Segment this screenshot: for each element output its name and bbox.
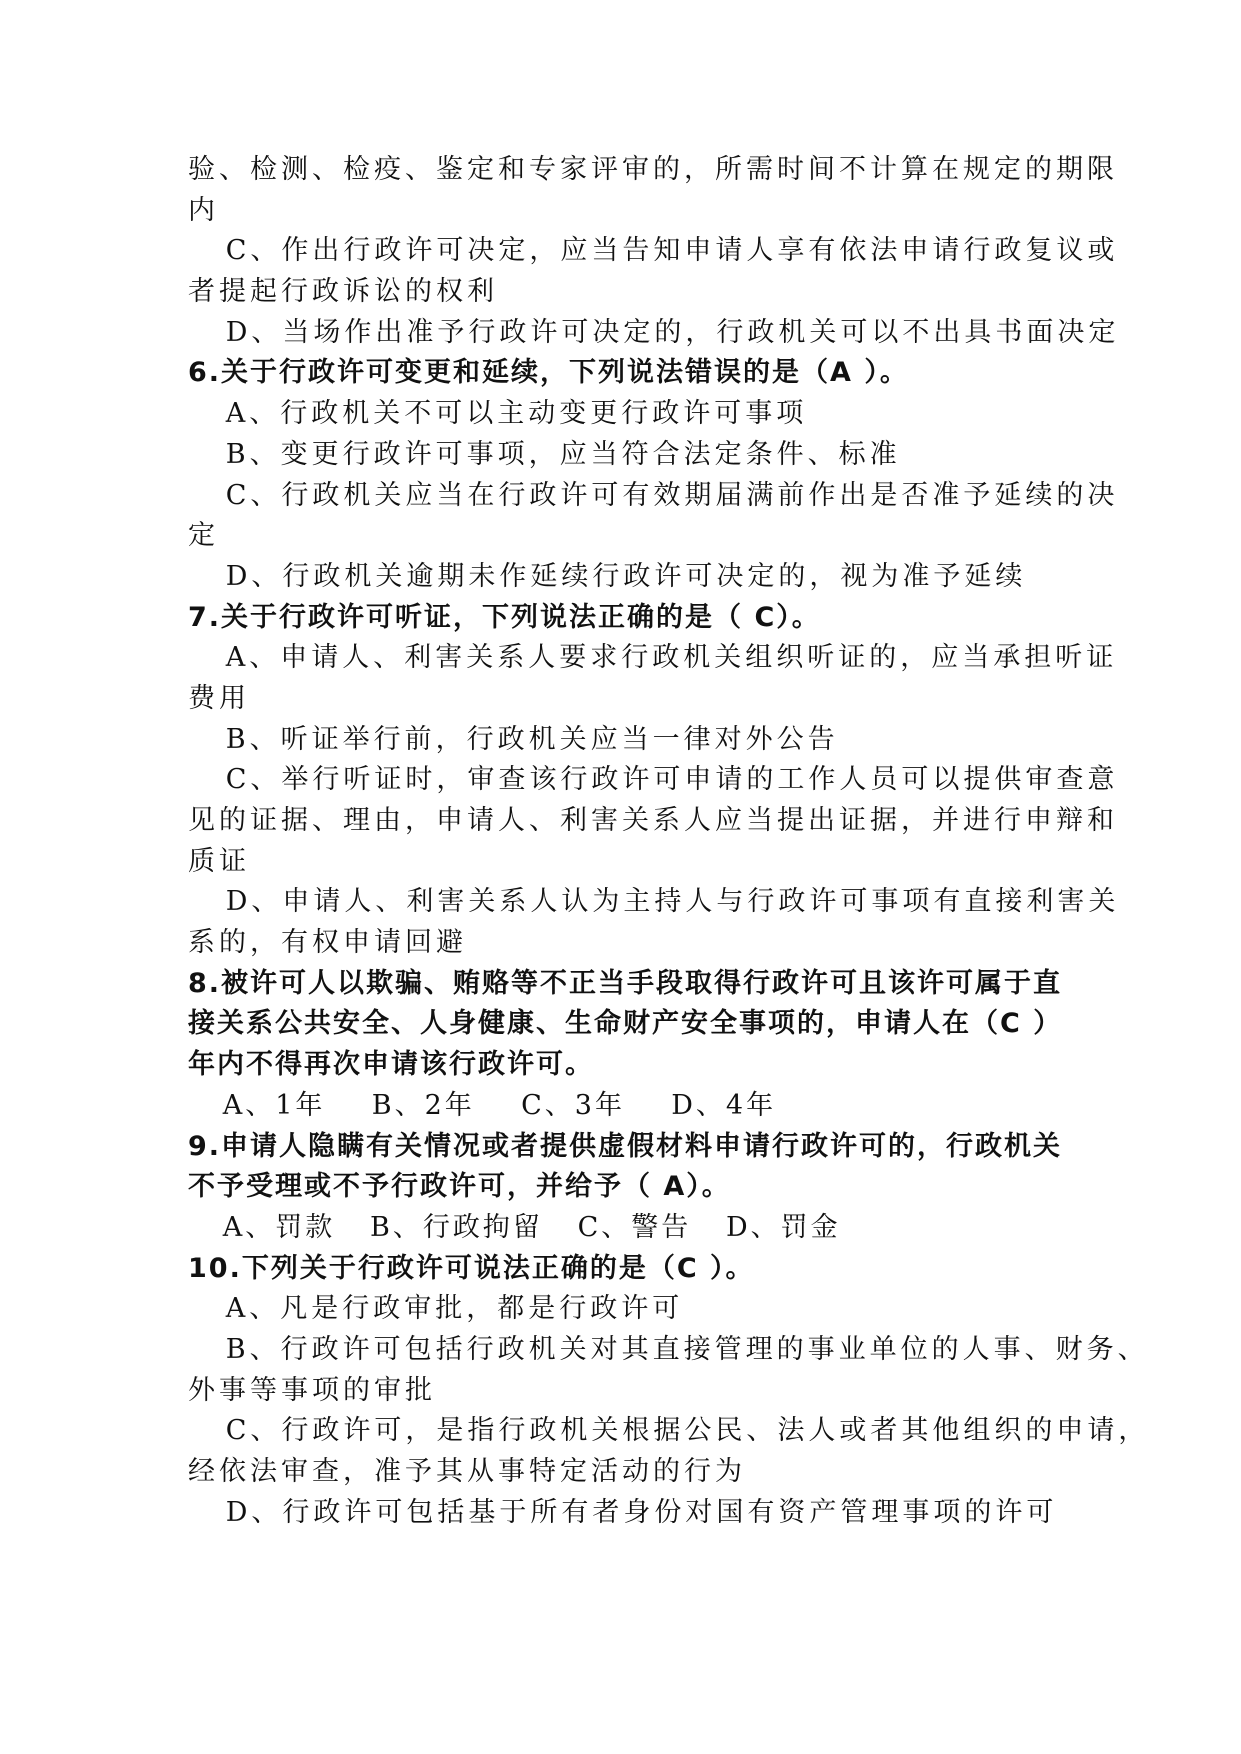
question-9-continued: 不予受理或不予行政许可，并给予（ A）。 [188, 1171, 731, 1203]
option-line: C、行政许可，是指行政机关根据公民、法人或者其他组织的申请， [188, 1415, 1150, 1447]
option-line: B、变更行政许可事项，应当符合法定条件、标准 [188, 438, 901, 470]
question-8-continued: 接关系公共安全、人身健康、生命财产安全事项的，申请人在（C ） [188, 1008, 1063, 1040]
options-row: A、罚款 B、行政拘留 C、警告 D、罚金 [188, 1211, 841, 1243]
option-line: C、举行听证时，审查该行政许可申请的工作人员可以提供审查意 [188, 764, 1119, 796]
question-10: 10.下列关于行政许可说法正确的是（C ）。 [188, 1252, 755, 1284]
question-7: 7.关于行政许可听证，下列说法正确的是（ C）。 [188, 601, 821, 633]
option-line: B、听证举行前，行政机关应当一律对外公告 [188, 723, 839, 755]
text-line: 见的证据、理由，申请人、利害关系人应当提出证据，并进行申辩和 [188, 805, 1118, 836]
text-line: 质证 [188, 845, 250, 877]
text-line: 经依法审查，准予其从事特定活动的行为 [188, 1456, 746, 1487]
text-line: 内 [188, 194, 219, 226]
option-line: D、行政机关逾期未作延续行政许可决定的，视为准予延续 [188, 560, 1027, 592]
option-line: A、行政机关不可以主动变更行政许可事项 [188, 398, 808, 430]
question-8: 8.被许可人以欺骗、贿赂等不正当手段取得行政许可且该许可属于直 [188, 967, 1063, 999]
option-line: A、凡是行政审批，都是行政许可 [188, 1293, 684, 1325]
text-line: 者提起行政诉讼的权利 [188, 276, 498, 308]
options-row: A、1年 B、2年 C、3年 D、4年 [188, 1089, 777, 1121]
question-9: 9.申请人隐瞒有关情况或者提供虚假材料申请行政许可的，行政机关 [188, 1130, 1063, 1162]
text-line: 费用 [188, 682, 250, 714]
text-line: 系的，有权申请回避 [188, 927, 467, 959]
question-6: 6.关于行政许可变更和延续，下列说法错误的是（A ）。 [188, 357, 909, 389]
option-line: C、作出行政许可决定，应当告知申请人享有依法申请行政复议或 [188, 235, 1119, 267]
text-line: 定 [188, 520, 219, 552]
question-text-block [188, 150, 1150, 1533]
option-line: A、申请人、利害关系人要求行政机关组织听证的，应当承担听证 [188, 642, 1118, 674]
option-line: B、行政许可包括行政机关对其直接管理的事业单位的人事、财务、 [188, 1333, 1149, 1365]
option-line: D、行政许可包括基于所有者身份对国有资产管理事项的许可 [188, 1496, 1058, 1528]
question-8-continued: 年内不得再次申请该行政许可。 [188, 1049, 594, 1081]
option-line: D、申请人、利害关系人认为主持人与行政许可事项有直接利害关 [188, 886, 1120, 918]
text-line: 验、检测、检疫、鉴定和专家评审的，所需时间不计算在规定的期限 [188, 154, 1118, 185]
text-line: 外事等事项的审批 [188, 1374, 436, 1406]
option-line: D、当场作出准予行政许可决定的，行政机关可以不出具书面决定 [188, 316, 1120, 348]
option-line: C、行政机关应当在行政许可有效期届满前作出是否准予延续的决 [188, 479, 1119, 511]
